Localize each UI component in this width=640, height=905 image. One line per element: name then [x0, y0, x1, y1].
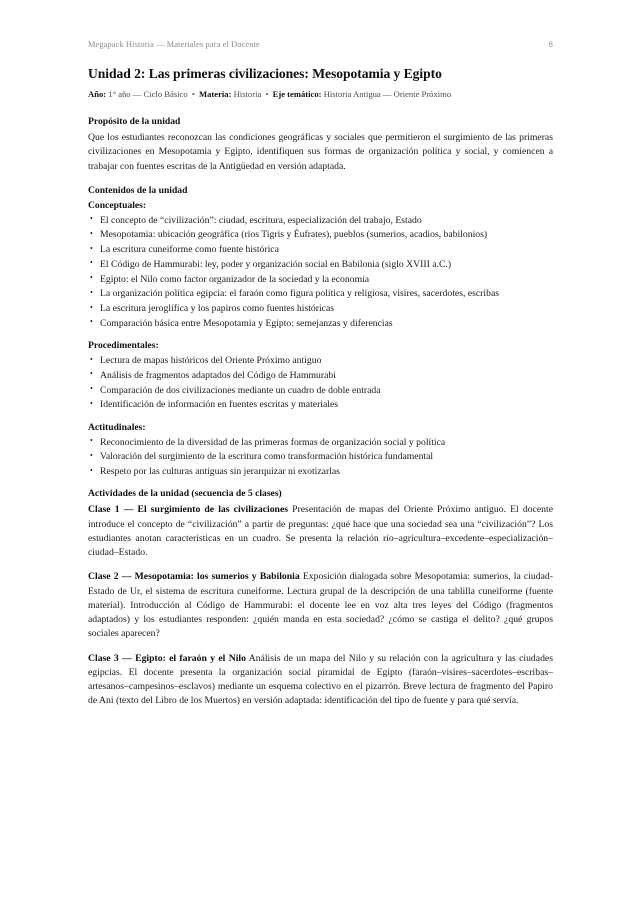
section-procedural — [88, 340, 553, 412]
class-label: Clase 2 — Mesopotamia: los sumerios y Babilonia — [88, 571, 300, 583]
list-item: • Comparación básica entre Mesopotamia y Egipto: semejanzas y diferencias — [88, 317, 553, 331]
meta-separator-2: • — [265, 88, 269, 99]
activities-heading: Actividades de la unidad (secuencia de 5 clases) — [88, 488, 282, 500]
meta-year-label: Año: — [88, 88, 107, 99]
class-label: Clase 1 — El surgimiento de las civilizaciones — [88, 504, 289, 516]
list-item: • Mesopotamia: ubicación geográfica (ríos Tigris y Éufrates), pueblos (sumerios, acadios, babilonios) — [88, 228, 553, 242]
conceptual-list — [88, 214, 553, 332]
class-label: Clase 3 — Egipto: el faraón y el Nilo — [88, 652, 246, 664]
list-item: • Reconocimiento de la diversidad de las primeras formas de organización social y política — [88, 436, 553, 450]
list-item: • Identificación de información en fuentes escritas y materiales — [88, 398, 553, 412]
list-item: • Análisis de fragmentos adaptados del Código de Hammurabi — [88, 369, 553, 383]
contents-heading: Contenidos de la unidad — [88, 184, 188, 196]
list-item: • Comparación de dos civilizaciones mediante un cuadro de doble entrada — [88, 384, 553, 398]
page-number: 8 — [548, 40, 553, 49]
list-item: • La escritura jeroglífica y los papiros como fuentes históricas — [88, 302, 553, 316]
list-item: • Egipto: el Nilo como factor organizador de la sociedad y la economía — [88, 273, 553, 287]
purpose-heading: Propósito de la unidad — [88, 116, 181, 128]
section-purpose — [88, 116, 553, 174]
procedural-heading: Procedimentales: — [88, 340, 159, 352]
meta-axis-label: Eje temático: — [272, 88, 322, 99]
class-paragraph — [88, 503, 553, 560]
running-head — [88, 40, 553, 49]
conceptual-heading: Conceptuales: — [88, 199, 147, 211]
meta-year-value: 1° año — Ciclo Básico — [108, 88, 188, 99]
meta-separator-1: • — [191, 88, 195, 99]
page-title: Unidad 2: Las primeras civilizaciones: Mesopotamia y Egipto — [88, 66, 442, 81]
page-content — [88, 40, 553, 719]
list-item: • La organización política egipcia: el faraón como figura política y religiosa, visires, sacerdotes, escribas — [88, 287, 553, 301]
class-text: Exposición dialogada sobre Mesopotamia: sumerios, la ciudad-Estado de Ur, el sistema de escritura cuneiforme. Lectura grupal de la descripción de una tablilla cuneiforme (fuente material). Introducción al Código de Hammurabi: el docente lee en voz alta tres leyes del Código (fragmentos adaptados) y los estudiantes responden: ¿quién manda en esta sociedad? ¿cómo se castiga el delito? ¿qué grupos sociales aparecen? — [88, 571, 553, 640]
attitudinal-list — [88, 436, 553, 480]
list-item: • Respeto por las culturas antiguas sin jerarquizar ni exotizarlas — [88, 465, 553, 479]
list-item: • Valoración del surgimiento de la escritura como transformación histórica fundamental — [88, 450, 553, 464]
list-item: • Lectura de mapas históricos del Oriente Próximo antiguo — [88, 354, 553, 368]
list-item: • La escritura cuneiforme como fuente histórica — [88, 243, 553, 257]
unit-metadata — [88, 89, 553, 100]
purpose-text: Que los estudiantes reconozcan las condiciones geográficas y sociales que permitieron el surgimiento de las primeras civilizaciones en Mesopotamia y Egipto, identifiquen sus formas de organización política y social, y comiencen a trabajar con fuentes escritas de la Antigüedad en versión adaptada. — [88, 132, 553, 172]
meta-axis-value: Historia Antigua — Oriente Próximo — [323, 88, 452, 99]
running-head-title: Megapack Historia — Materiales para el Docente — [88, 40, 260, 49]
meta-subject-label: Materia: — [198, 88, 232, 99]
meta-subject-value: Historia — [233, 88, 262, 99]
section-contents — [88, 185, 553, 331]
attitudinal-heading: Actitudinales: — [88, 421, 146, 433]
class-text: Análisis de un mapa del Nilo y su relación con la agricultura y las ciudades egipcias. El docente presenta la organización social piramidal de Egipto (faraón–visires–sacerdotes–escribas–artesanos–campesinos–esclavos) mediante un esquema colectivo en el pizarrón. Breve lectura de fragmento del Papiro de Ani (texto del Libro de los Muertos) en versión adaptada: identificación del tipo de fuente y para qué servía. — [88, 652, 553, 707]
section-activities — [88, 488, 553, 708]
class-text: Presentación de mapas del Oriente Próximo antiguo. El docente introduce el concepto de “civilización” a partir de preguntas: ¿qué hace que una sociedad sea una “civilización”? Los estudiantes anotan características en un cuadro. Se presenta la relación río–agricultura–excedente–especialización–ciudad–Estado. — [88, 504, 553, 559]
list-item: • El Código de Hammurabi: ley, poder y organización social en Babilonia (siglo XVIII a.C.) — [88, 258, 553, 272]
list-item: • El concepto de “civilización”: ciudad, escritura, especialización del trabajo, Estado — [88, 214, 553, 228]
section-attitudinal — [88, 422, 553, 480]
class-paragraph — [88, 652, 553, 709]
class-paragraph — [88, 570, 553, 641]
procedural-list — [88, 354, 553, 413]
